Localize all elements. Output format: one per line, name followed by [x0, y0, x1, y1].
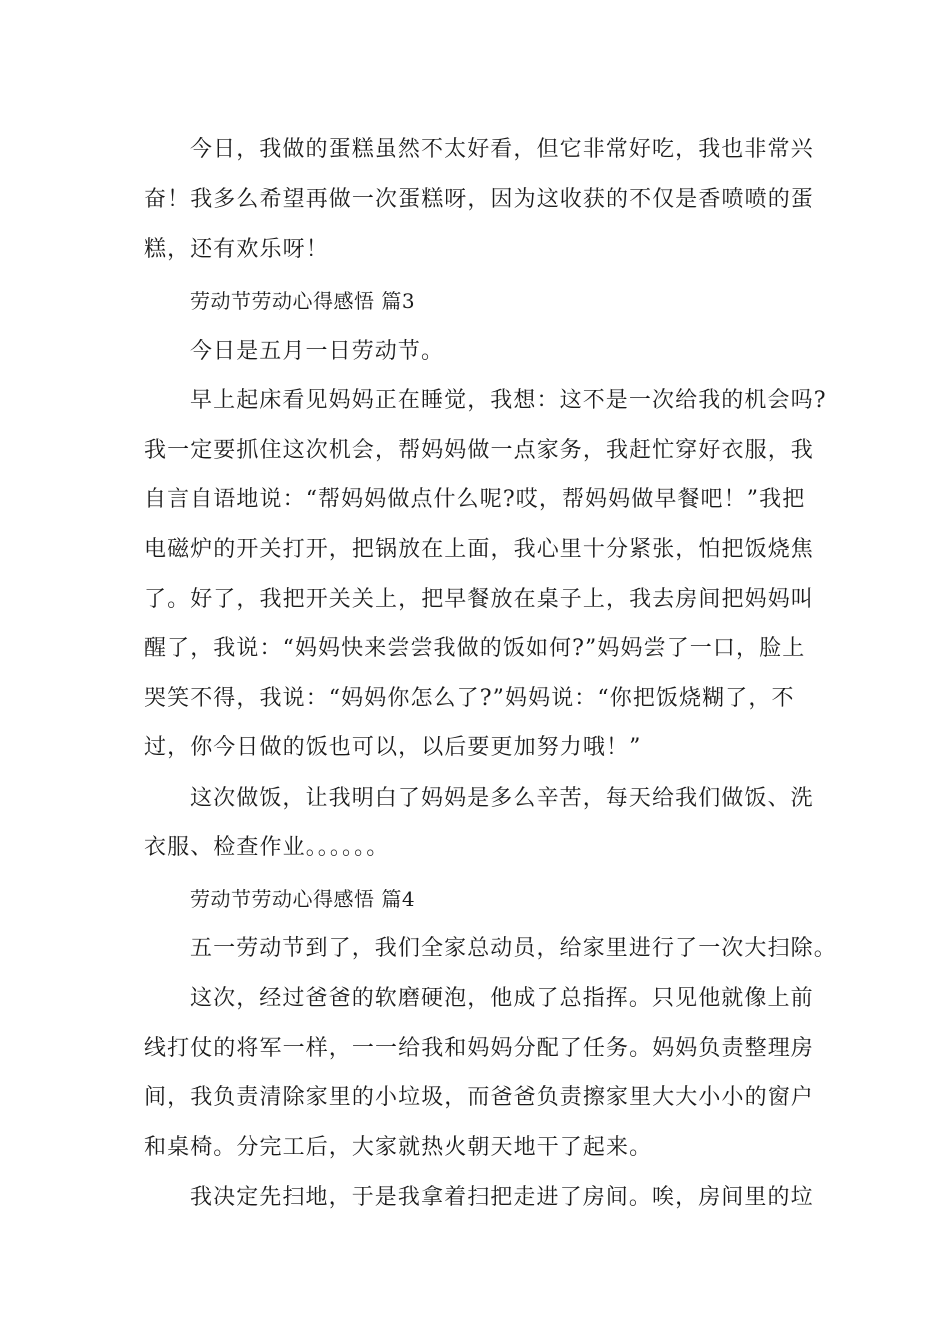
paragraph-line: 糕，还有欢乐呀！ [144, 237, 329, 262]
paragraph-line: 哭笑不得，我说：“妈妈你怎么了?”妈妈说：“你把饭烧糊了，不 [144, 686, 795, 711]
paragraph-line: 过，你今日做的饭也可以，以后要更加努力哦！” [144, 735, 642, 760]
paragraph-line: 今日是五月一日劳动节。 [190, 339, 445, 364]
paragraph-line: 和桌椅。分完工后，大家就热火朝天地干了起来。 [144, 1135, 653, 1160]
paragraph-line: 线打仗的将军一样，一一给我和妈妈分配了任务。妈妈负责整理房 [144, 1036, 814, 1061]
paragraph-line: 奋！我多么希望再做一次蛋糕呀，因为这收获的不仅是香喷喷的蛋 [144, 187, 814, 212]
paragraph-line: 这次，经过爸爸的软磨硬泡，他成了总指挥。只见他就像上前 [190, 986, 814, 1011]
paragraph-line: 这次做饭，让我明白了妈妈是多么辛苦，每天给我们做饭、洗 [190, 786, 814, 811]
paragraph-line: 我一定要抓住这次机会，帮妈妈做一点家务，我赶忙穿好衣服，我 [144, 438, 814, 463]
paragraph-line: 五一劳动节到了，我们全家总动员，给家里进行了一次大扫除。 [190, 936, 837, 961]
section-heading: 劳动节劳动心得感悟 篇4 [190, 887, 416, 911]
paragraph-line: 自言自语地说：“帮妈妈做点什么呢?哎，帮妈妈做早餐吧！”我把 [144, 487, 806, 512]
paragraph-line: 衣服、检查作业。。。。。。 [144, 835, 390, 860]
paragraph-line: 醒了，我说：“妈妈快来尝尝我做的饭如何?”妈妈尝了一口，脸上 [144, 636, 806, 661]
paragraph-line: 电磁炉的开关打开，把锅放在上面，我心里十分紧张，怕把饭烧焦 [144, 537, 814, 562]
section-heading: 劳动节劳动心得感悟 篇3 [190, 289, 416, 313]
paragraph-line: 早上起床看见妈妈正在睡觉，我想：这不是一次给我的机会吗? [190, 388, 827, 413]
paragraph-line: 我决定先扫地，于是我拿着扫把走进了房间。唉，房间里的垃 [190, 1185, 814, 1210]
paragraph-line: 间，我负责清除家里的小垃圾，而爸爸负责擦家里大大小小的窗户 [144, 1085, 814, 1110]
paragraph-line: 了。好了，我把开关关上，把早餐放在桌子上，我去房间把妈妈叫 [144, 587, 814, 612]
paragraph-line: 今日，我做的蛋糕虽然不太好看，但它非常好吃，我也非常兴 [190, 137, 814, 162]
